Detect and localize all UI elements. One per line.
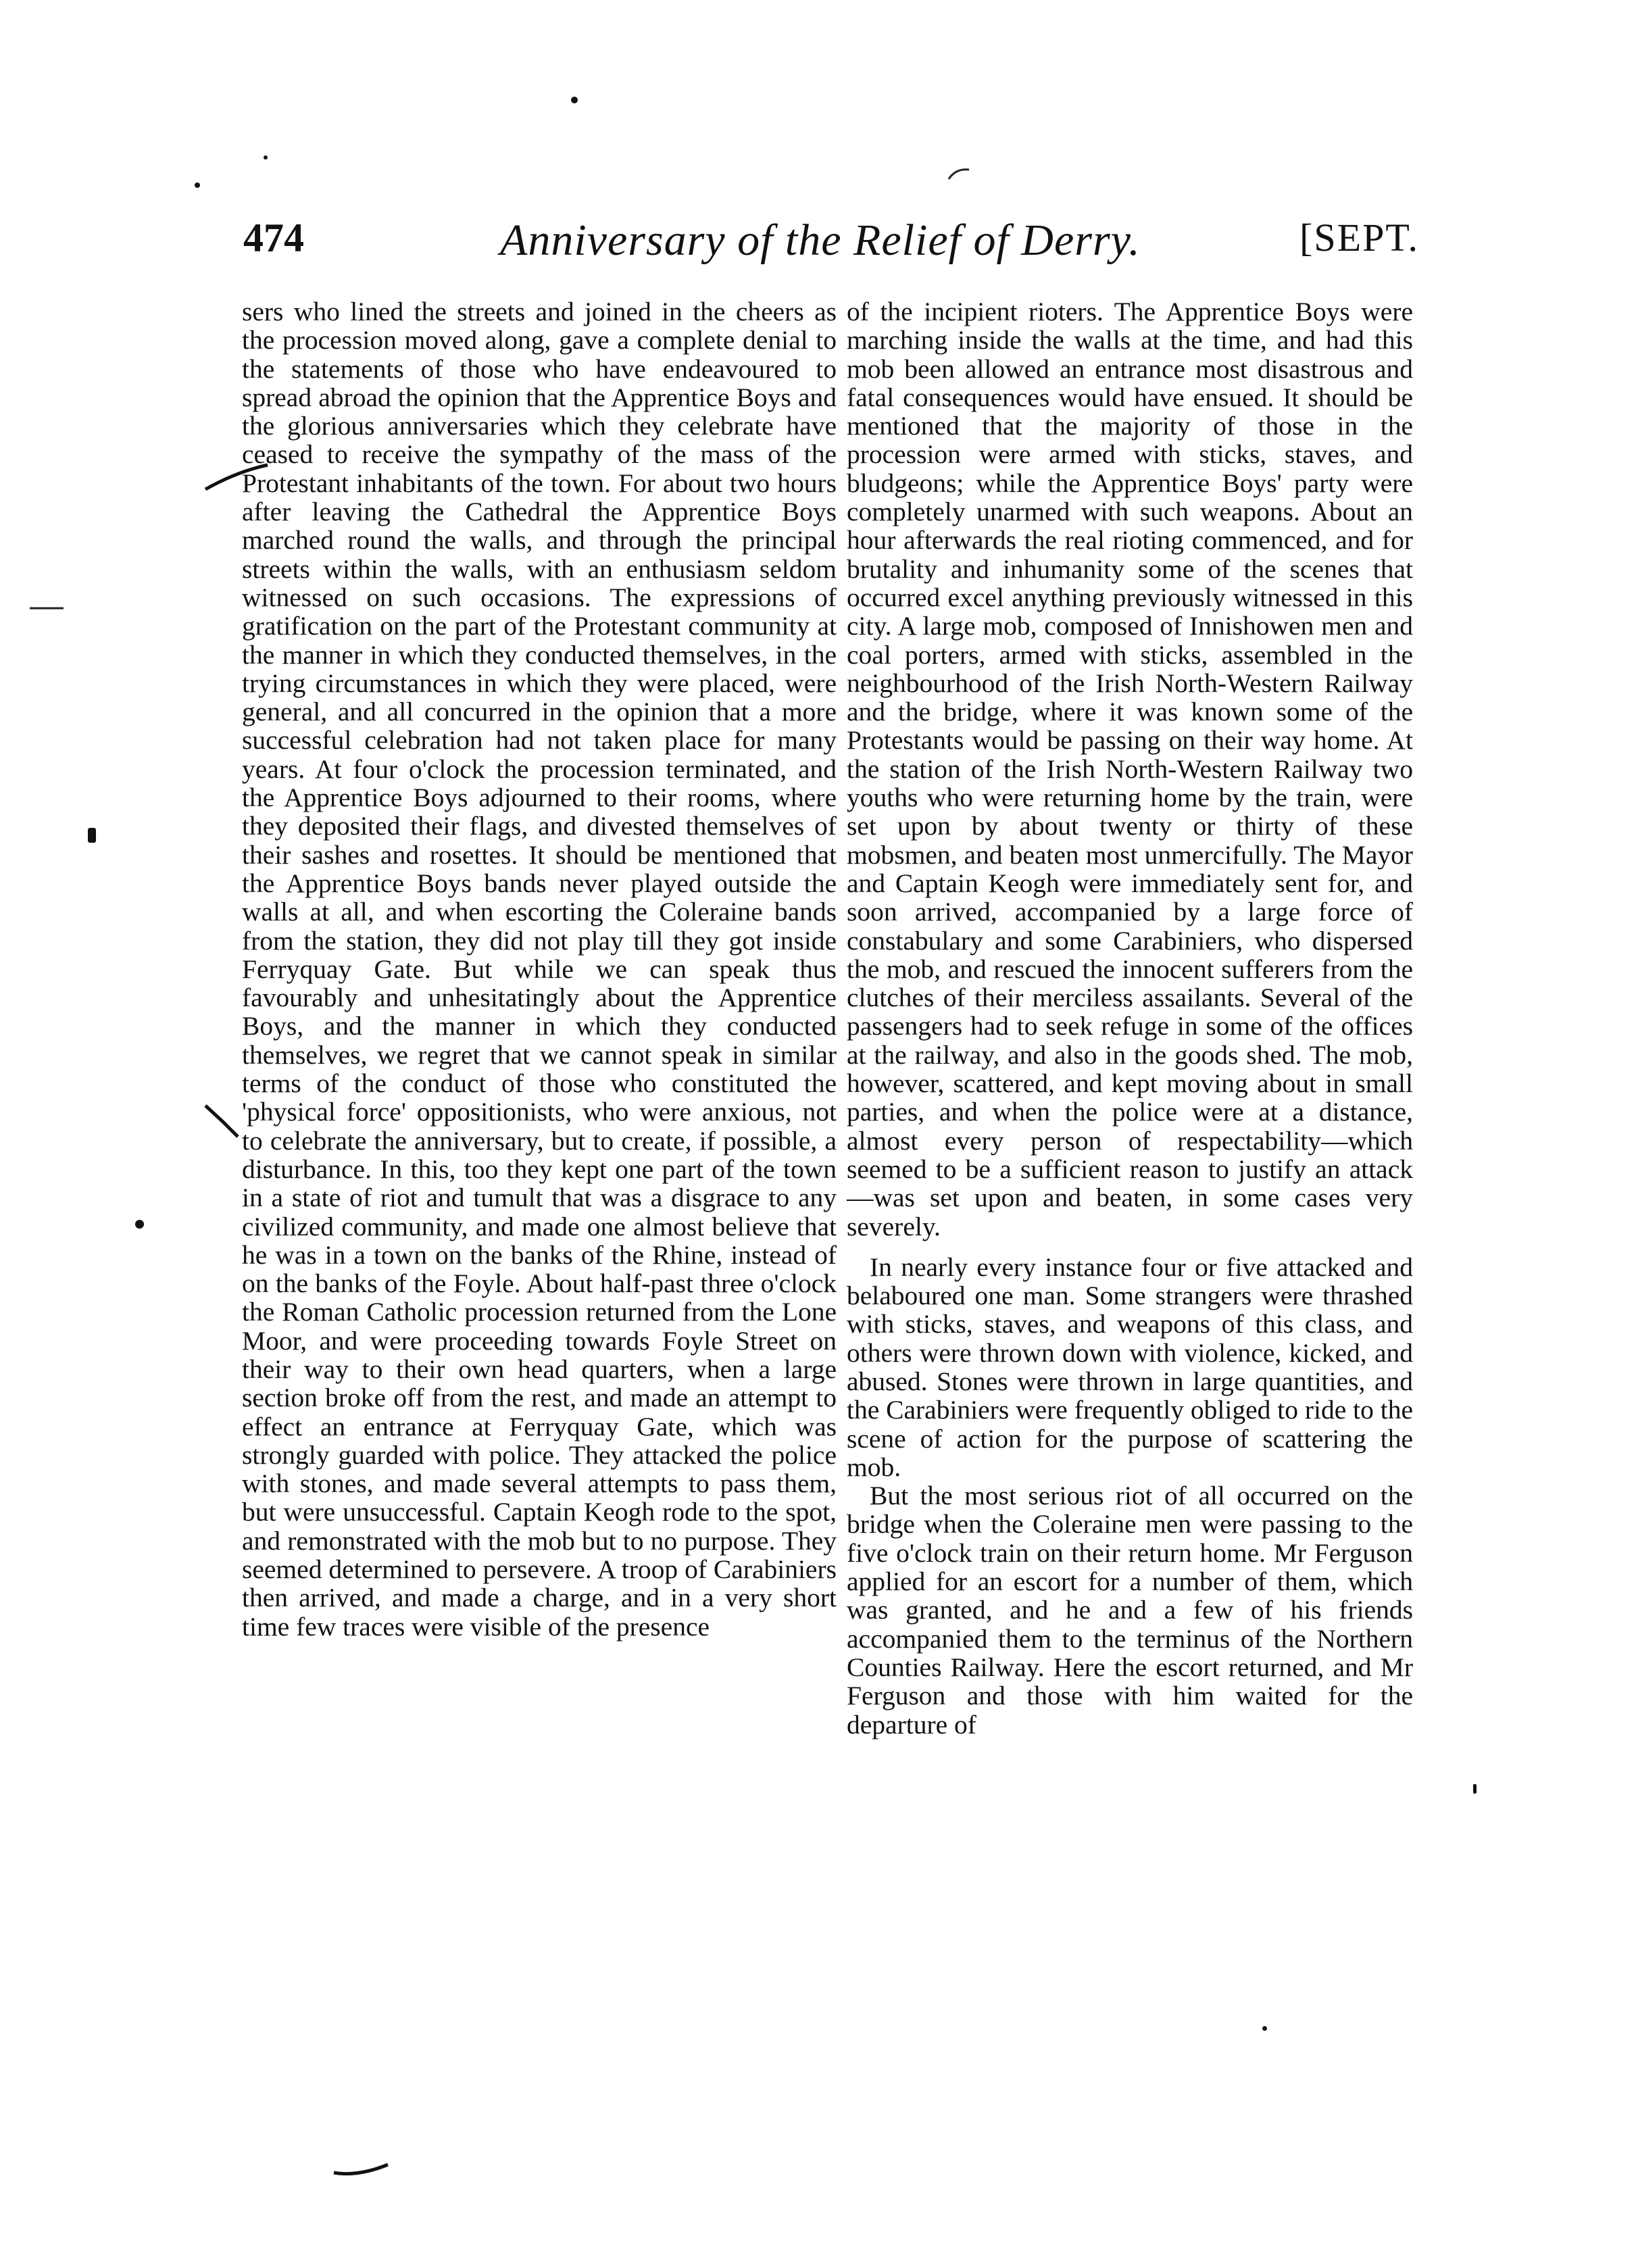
- scan-speck: [195, 182, 200, 188]
- pencil-mark-icon: [27, 601, 68, 615]
- running-header: [243, 215, 1419, 276]
- scan-speck: [264, 155, 268, 159]
- running-title: Anniversary of the Relief of Derry.: [500, 216, 1141, 265]
- paragraph: of the incipient rioters. The Apprentice Boys were marching inside the walls at the time, and had this mob been allowed an entrance most disastrous and fatal consequences would have ensued. It should be mentioned that the majority of those in the procession were armed with sticks, staves, and bludgeons; while the Apprentice Boys' party were completely unarmed with such weapons. About an hour afterwards the real rioting commenced, and for brutality and inhumanity some of the scenes that occurred excel anything previously witnessed in this city. A large mob, composed of Innishowen men and coal porters, armed with sticks, assembled in the neighbourhood of the Irish North-Western Railway and the bridge, where it was known some of the Protestants would be passing on their way home. At the station of the Irish North-Western Railway two youths who were returning home by the train, were set upon by about twenty or thirty of these mobsmen, and beaten most unmercifully. The Mayor and Captain Keogh were immediately sent for, and soon arrived, accompanied by a large force of constabulary and some Carabiniers, who dispersed the mob, and rescued the innocent sufferers from the clutches of their merciless assailants. Several of the passengers had to seek refuge in some of the offices at the railway, and also in the goods shed. The mob, however, scattered, and kept moving about in small parties, and when the police were at a distance, almost every person of respectability—which seemed to be a sufficient reason to justify an attack—was set upon and beaten, in some cases very severely.: [847, 297, 1413, 1241]
- section-label: [SEPT.: [1299, 216, 1419, 260]
- right-column: [847, 297, 1413, 1739]
- scan-speck: [88, 828, 96, 843]
- left-column: [242, 297, 837, 1641]
- scan-speck: [1473, 1784, 1477, 1794]
- pencil-mark-icon: [331, 2159, 392, 2179]
- page-number: 474: [243, 216, 304, 260]
- paragraph: But the most serious riot of all occurred on the bridge when the Coleraine men were passing to the five o'clock train on their return home. Mr Ferguson applied for an escort for a number of them, which was granted, and he and a few of his friends accompanied them to the terminus of the Northern Counties Railway. Here the escort returned, and Mr Ferguson and those with him waited for the departure of: [847, 1481, 1413, 1740]
- pencil-mark-icon: [946, 166, 973, 182]
- paragraph: sers who lined the streets and joined in the cheers as the procession moved along, gave a complete denial to the statements of those who have endeavoured to spread abroad the opinion that the Apprentice Boys and the glorious anniversaries which they celebrate have ceased to receive the sympathy of the mass of the Protestant inhabitants of the town. For about two hours after leaving the Cathedral the Apprentice Boys marched round the walls, and through the principal streets within the walls, with an enthusiasm seldom witnessed on such occasions. The expressions of gratification on the part of the Protestant community at the manner in which they conducted themselves, in the trying circumstances in which they were placed, were general, and all concurred in the opinion that a more successful celebration had not taken place for many years. At four o'clock the procession terminated, and the Apprentice Boys adjourned to their rooms, where they deposited their flags, and divested themselves of their sashes and rosettes. It should be mentioned that the Apprentice Boys bands never played outside the walls at all, and when escorting the Coleraine bands from the station, they did not play till they got inside Ferryquay Gate. But while we can speak thus favourably and unhesitatingly about the Apprentice Boys, and the manner in which they conducted themselves, we regret that we cannot speak in similar terms of the conduct of those who constituted the 'physical force' oppositionists, who were anxious, not to celebrate the anniversary, but to create, if possible, a disturbance. In this, too they kept one part of the town in a state of riot and tumult that was a disgrace to any civilized community, and made one almost believe that he was in a town on the banks of the Rhine, instead of on the banks of the Foyle. About half-past three o'clock the Roman Catholic procession returned from the Lone Moor, and were proceeding towards Foyle Street on their way to their own head quarters, when a large section broke off from the rest, and made an attempt to effect an entrance at Ferryquay Gate, which was strongly guarded with police. They attacked the police with stones, and made several attempts to pass them, but were unsuccessful. Captain Keogh rode to the spot, and remonstrated with the mob but to no purpose. They seemed determined to persevere. A troop of Carabiniers then arrived, and made a charge, and in a very short time few traces were visible of the presence: [242, 297, 837, 1642]
- scan-speck: [135, 1220, 144, 1229]
- pencil-mark-icon: [203, 1102, 243, 1142]
- scan-speck: [571, 97, 578, 103]
- paragraph: In nearly every instance four or five attacked and belaboured one man. Some strangers were thrashed with sticks, staves, and weapons of this class, and others were thrown down with violence, kicked, and abused. Stones were thrown in large quantities, and the Carabiniers were frequently obliged to ride to the scene of action for the purpose of scattering the mob.: [847, 1252, 1413, 1482]
- scan-speck: [1262, 2026, 1267, 2031]
